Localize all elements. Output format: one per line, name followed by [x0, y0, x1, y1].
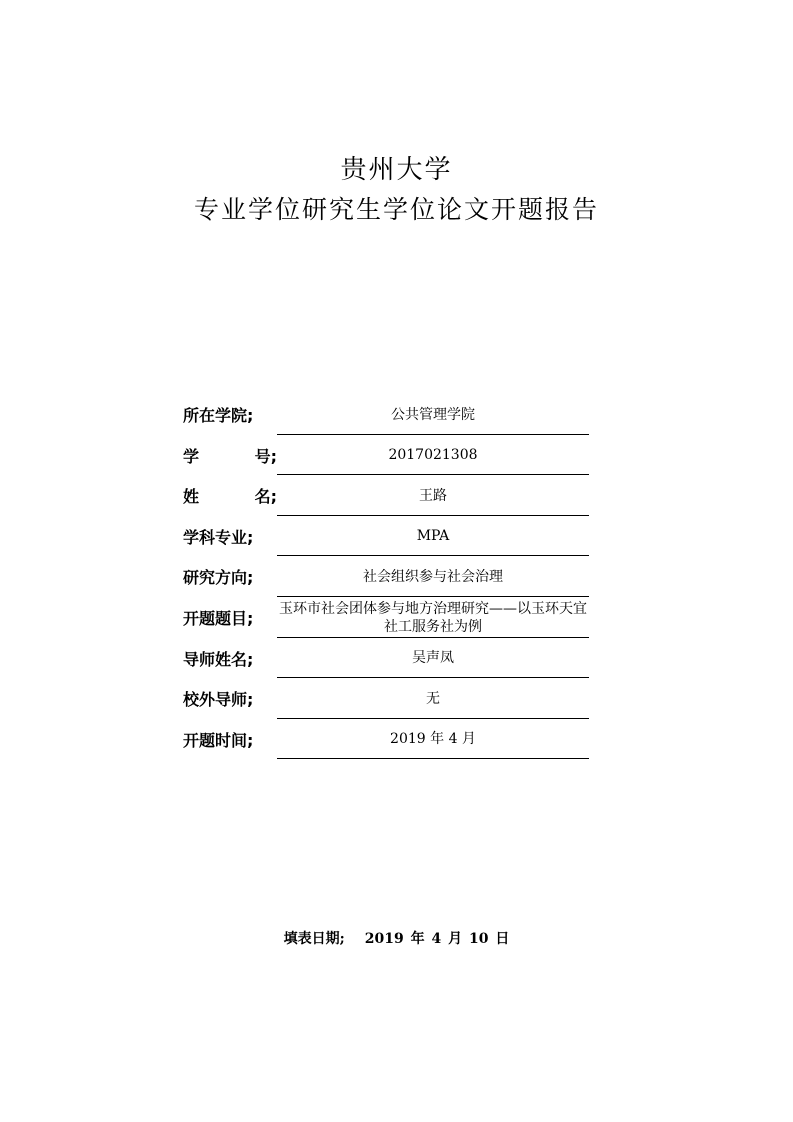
field-label-spaced [183, 435, 277, 475]
field-row-student-id [183, 435, 589, 476]
info-form [183, 394, 589, 759]
field-value: 玉环市社会团体参与地方治理研究——以玉环天宜社工服务社为例 [277, 599, 589, 638]
field-label: 导师姓名; [183, 649, 254, 669]
field-value: 无 [277, 680, 589, 719]
field-row-thesis-topic [183, 597, 589, 638]
field-label: 学科专业; [183, 527, 254, 547]
field-value: 公共管理学院 [277, 396, 589, 435]
field-label: 所在学院; [183, 406, 254, 426]
field-value: 王路 [277, 477, 589, 516]
field-value: 社会组织参与社会治理 [277, 558, 589, 597]
university-name: 贵州大学 [340, 155, 453, 185]
fill-date-value: 2019 年 4 月 10 日 [364, 931, 510, 947]
field-row-college [183, 394, 589, 435]
title-block [0, 150, 793, 230]
field-value: 吴声凤 [277, 639, 589, 678]
field-label-part: 号; [254, 446, 277, 466]
field-row-research-direction [183, 556, 589, 597]
field-value: MPA [277, 517, 589, 556]
field-value: 2017021308 [277, 436, 589, 475]
report-title: 专业学位研究生学位论文开题报告 [193, 195, 599, 224]
field-row-supervisor [183, 638, 589, 679]
field-label: 开题时间; [183, 730, 254, 750]
field-label: 校外导师; [183, 690, 254, 710]
field-row-name [183, 475, 589, 516]
field-label-part: 姓 [183, 487, 200, 507]
field-value: 2019 年 4 月 [277, 720, 589, 759]
field-label-part: 学 [183, 446, 200, 466]
field-row-major [183, 516, 589, 557]
fill-date-label: 填表日期; [283, 931, 345, 947]
field-label-part: 名; [254, 487, 277, 507]
field-row-external-supervisor [183, 678, 589, 719]
fill-date [0, 928, 793, 948]
field-label: 研究方向; [183, 568, 254, 588]
field-row-proposal-time [183, 719, 589, 760]
field-label-spaced [183, 476, 277, 516]
field-label: 开题题目; [183, 609, 254, 629]
